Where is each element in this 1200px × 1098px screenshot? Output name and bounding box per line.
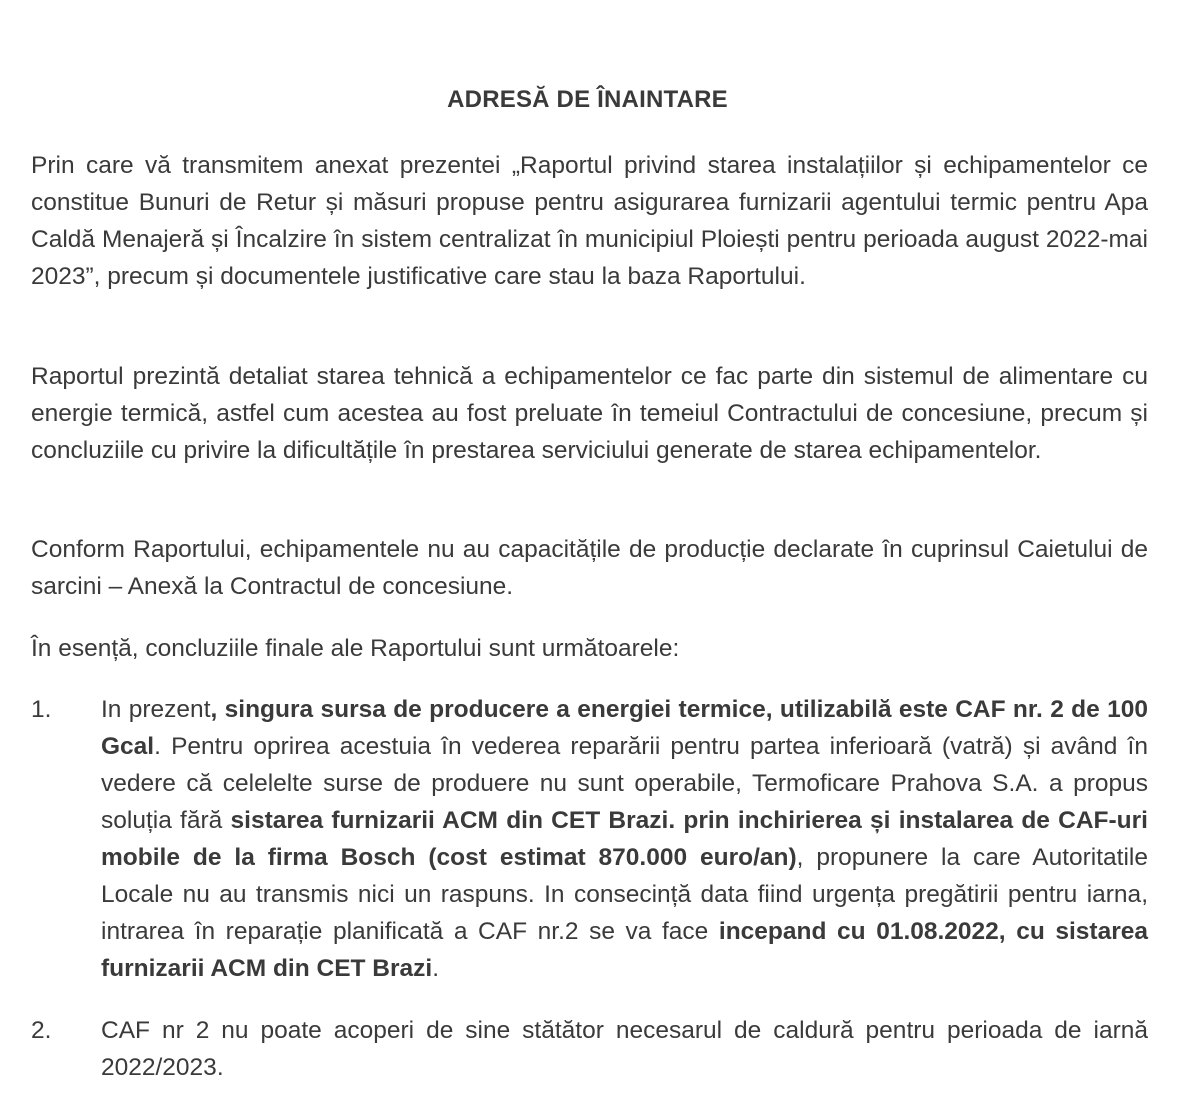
paragraph-capacities: Conform Raportului, echipamentele nu au capacitățile de producție declarate în cuprinsul Caietului de sarcini – Anexă la Contractul de concesiune. [31,536,1148,600]
list-item [31,1012,1148,1086]
paragraph-conclusions-intro: În esență, concluziile finale ale Raportului sunt următoarele: [31,635,680,662]
text-segment: CAF nr 2 nu poate acoperi de sine stătător necesarul de caldură pentru perioada de iarnă 2022/2023. [101,1017,1148,1081]
text-segment: . [432,955,440,982]
paragraph-intro: Prin care vă transmitem anexat prezentei „Raportul privind starea instalațiilor și echipamentelor ce constitue Bunuri de Retur și măsuri propuse pentru asigurarea furnizarii agentului termic pentru Apa Caldă Menajeră și Încalzire în sistem centralizat în municipiul Ploiești pentru perioada august 2022-mai 2023”, precum și documentele justificative care stau la baza Raportului. [31,152,1148,290]
bold-segment: sistarea furnizarii ACM din CET Brazi. prin inchirierea și instalarea de CAF-uri mobile de la firma Bosch (cost estimat 870.000 euro/an) [101,807,1148,871]
document-title: ADRESĂ DE ÎNAINTARE [447,86,728,113]
paragraph-report-summary: Raportul prezintă detaliat starea tehnică a echipamentelor ce fac parte din sistemul de alimentare cu energie termică, astfel cum acestea au fost preluate în temeiul Contractului de concesiune, precum și concluziile cu privire la dificultățile în prestarea serviciului generate de starea echipamentelor. [31,363,1148,464]
list-item [31,691,1148,987]
text-segment: . Pentru oprirea acestuia în vederea reparării pentru partea inferioară (vatră) și având în vedere că celelelte surse de produere nu sunt operabile, Termoficare Prahova S.A. a propus soluția fără [101,733,1148,834]
bold-segment: incepand cu 01.08.2022, cu sistarea furnizarii ACM din CET Brazi [101,918,1149,982]
list-item-number: 1. [31,696,52,723]
list-item-text [101,1012,1148,1086]
list-item-text [101,691,1148,987]
text-segment: , propunere la care Autoritatile Locale nu au transmis nici un raspuns. In consecință data fiind urgența pregătirii pentru iarna, intrarea în reparație planificată a CAF nr.2 se va face [101,844,1148,945]
bold-segment: , singura sursa de producere a energiei termice, utilizabilă este CAF nr. 2 de 100 Gcal [101,696,1148,760]
list-item-number: 2. [31,1017,52,1044]
text-segment: In prezent [101,696,211,723]
